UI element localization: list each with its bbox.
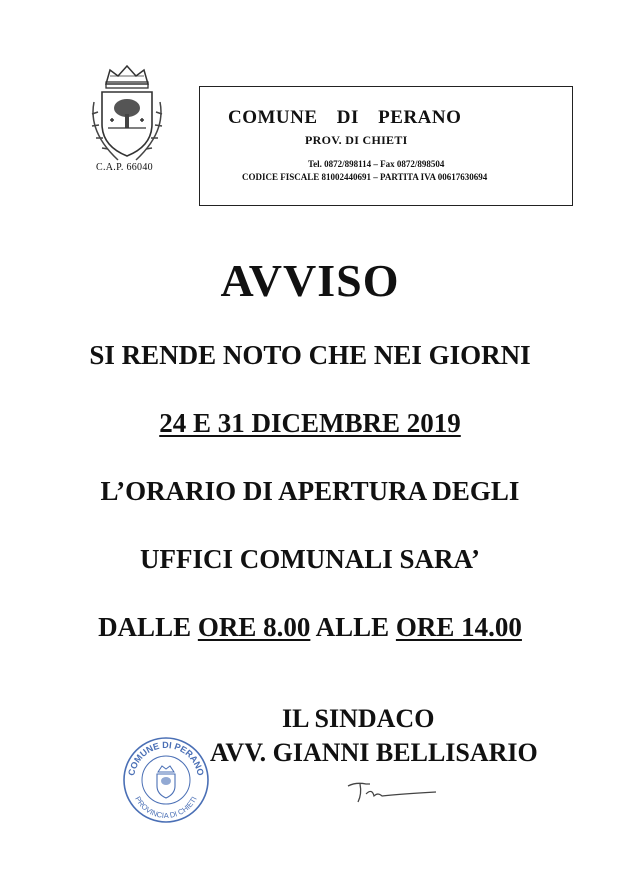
contact-numbers: Tel. 0872/898114 – Fax 0872/898504	[308, 159, 445, 169]
postal-code: C.A.P. 66040	[96, 162, 153, 173]
hours-dalle: DALLE	[98, 612, 192, 642]
hours-end: ORE 14.00	[395, 612, 522, 642]
official-stamp-icon	[122, 736, 210, 824]
svg-text:PROVINCIA DI CHIETI	[133, 795, 198, 820]
notice-line-1: SI RENDE NOTO CHE NEI GIORNI	[89, 340, 531, 370]
svg-text:COMUNE DI PERANO	[126, 740, 205, 777]
notice-line-3: L’ORARIO DI APERTURA DEGLI	[100, 476, 520, 506]
hours-alle: ALLE	[315, 612, 390, 642]
notice-dates	[0, 408, 620, 439]
municipality-name: COMUNE DI PERANO	[228, 107, 462, 128]
notice-hours	[0, 612, 620, 643]
province-name: PROV. DI CHIETI	[305, 133, 408, 147]
handwritten-signature-icon	[340, 778, 440, 808]
notice-title: AVVISO	[220, 255, 400, 306]
stamp-top-text: COMUNE DI PERANO	[126, 739, 206, 777]
stamp-bottom-text: PROVINCIA DI CHIETI	[133, 794, 199, 821]
notice-line-4: UFFICI COMUNALI SARA’	[140, 544, 480, 574]
dates-text: 24 E 31 DICEMBRE 2019	[159, 408, 461, 438]
mayor-name: AVV. GIANNI BELLISARIO	[210, 738, 538, 767]
hours-start: ORE 8.00	[197, 612, 311, 642]
municipality-header	[199, 86, 573, 206]
mayor-title: IL SINDACO	[282, 704, 435, 733]
tax-codes: CODICE FISCALE 81002440691 – PARTITA IVA 00617630694	[242, 172, 488, 182]
municipal-crest-icon	[88, 62, 166, 162]
